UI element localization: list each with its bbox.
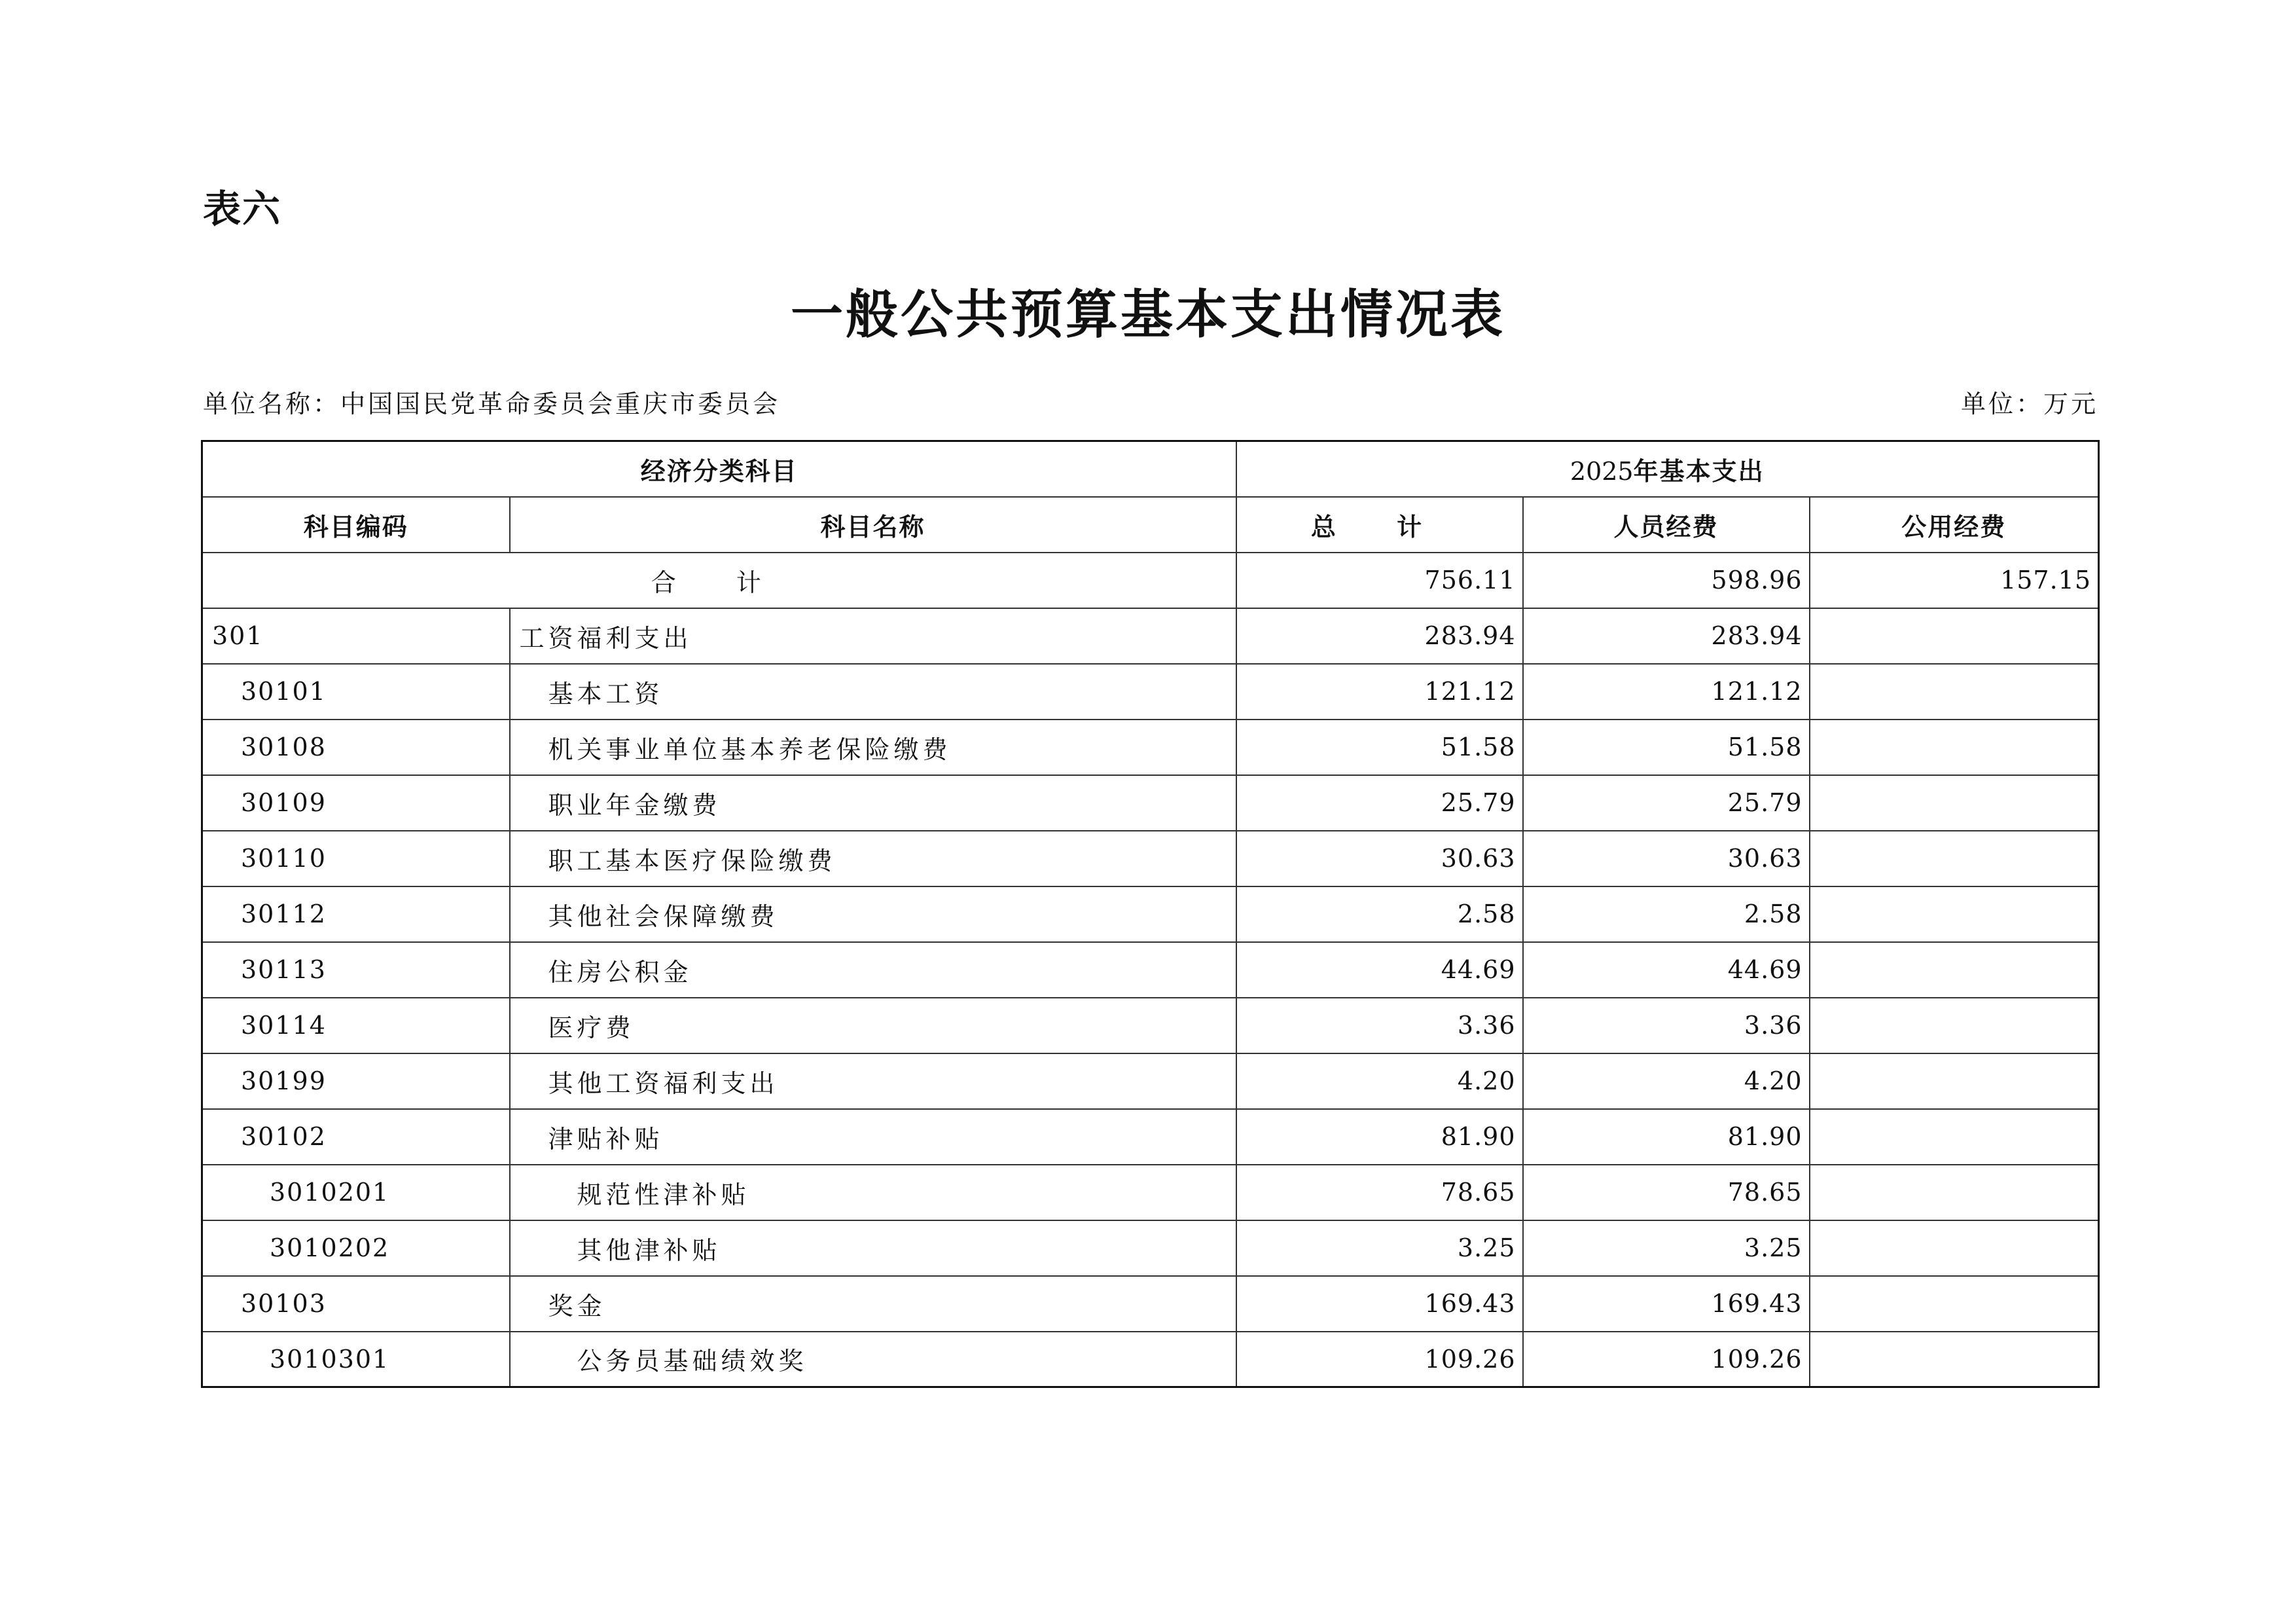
row-public	[1810, 1332, 2099, 1387]
row-code: 30102	[202, 1109, 510, 1165]
row-public	[1810, 608, 2099, 664]
row-total: 81.90	[1236, 1109, 1523, 1165]
row-total: 3.36	[1236, 998, 1523, 1053]
row-public	[1810, 1276, 2099, 1332]
row-code: 30109	[202, 775, 510, 831]
header-code: 科目编码	[202, 497, 510, 553]
row-total: 44.69	[1236, 942, 1523, 998]
row-personnel: 51.58	[1523, 720, 1810, 775]
row-name: 住房公积金	[510, 942, 1236, 998]
row-name: 医疗费	[510, 998, 1236, 1053]
row-public	[1810, 1053, 2099, 1109]
row-personnel: 25.79	[1523, 775, 1810, 831]
row-total: 2.58	[1236, 886, 1523, 942]
currency-unit: 单位：万元	[1960, 390, 2098, 418]
row-code: 3010202	[202, 1220, 510, 1276]
page-title: 一般公共预算基本支出情况表	[791, 283, 1505, 345]
row-name: 工资福利支出	[510, 608, 1236, 664]
row-personnel: 3.36	[1523, 998, 1810, 1053]
table-row	[202, 831, 2099, 886]
row-name: 职业年金缴费	[510, 775, 1236, 831]
header-year	[1236, 441, 2099, 497]
table-row	[202, 1332, 2099, 1387]
row-total: 109.26	[1236, 1332, 1523, 1387]
row-code: 30101	[202, 664, 510, 720]
table-row	[202, 775, 2099, 831]
row-name: 奖金	[510, 1276, 1236, 1332]
row-public	[1810, 1165, 2099, 1220]
total-public: 157.15	[1810, 553, 2099, 608]
row-total: 51.58	[1236, 720, 1523, 775]
row-personnel: 78.65	[1523, 1165, 1810, 1220]
row-name: 职工基本医疗保险缴费	[510, 831, 1236, 886]
header-name: 科目名称	[510, 497, 1236, 553]
row-personnel: 44.69	[1523, 942, 1810, 998]
row-name: 机关事业单位基本养老保险缴费	[510, 720, 1236, 775]
row-name: 公务员基础绩效奖	[510, 1332, 1236, 1387]
row-total: 25.79	[1236, 775, 1523, 831]
row-total: 169.43	[1236, 1276, 1523, 1332]
table-header-row-2	[202, 497, 2099, 553]
row-public	[1810, 720, 2099, 775]
table-row	[202, 886, 2099, 942]
table-header-row-1	[202, 441, 2099, 497]
row-personnel: 169.43	[1523, 1276, 1810, 1332]
row-total: 30.63	[1236, 831, 1523, 886]
table-row	[202, 942, 2099, 998]
header-personnel: 人员经费	[1523, 497, 1810, 553]
table-row	[202, 664, 2099, 720]
row-code: 301	[202, 608, 510, 664]
row-code: 30114	[202, 998, 510, 1053]
row-personnel: 81.90	[1523, 1109, 1810, 1165]
row-code: 30112	[202, 886, 510, 942]
row-total: 121.12	[1236, 664, 1523, 720]
row-code: 30103	[202, 1276, 510, 1332]
header-public: 公用经费	[1810, 497, 2099, 553]
row-public	[1810, 831, 2099, 886]
row-personnel: 3.25	[1523, 1220, 1810, 1276]
row-public	[1810, 942, 2099, 998]
row-name: 其他工资福利支出	[510, 1053, 1236, 1109]
row-public	[1810, 1109, 2099, 1165]
row-code: 30110	[202, 831, 510, 886]
total-row	[202, 553, 2099, 608]
row-name: 其他社会保障缴费	[510, 886, 1236, 942]
row-personnel: 121.12	[1523, 664, 1810, 720]
row-code: 30113	[202, 942, 510, 998]
row-public	[1810, 1220, 2099, 1276]
total-personnel: 598.96	[1523, 553, 1810, 608]
table-row	[202, 720, 2099, 775]
row-code: 3010201	[202, 1165, 510, 1220]
row-personnel: 283.94	[1523, 608, 1810, 664]
header-total: 总 计	[1236, 497, 1523, 553]
row-total: 283.94	[1236, 608, 1523, 664]
header-year-suffix: 年基本支出	[1633, 456, 1765, 486]
row-public	[1810, 886, 2099, 942]
row-total: 3.25	[1236, 1220, 1523, 1276]
row-name: 津贴补贴	[510, 1109, 1236, 1165]
row-name: 基本工资	[510, 664, 1236, 720]
row-code: 3010301	[202, 1332, 510, 1387]
row-name: 规范性津补贴	[510, 1165, 1236, 1220]
header-year-number: 2025	[1570, 456, 1634, 486]
total-sum: 756.11	[1236, 553, 1523, 608]
unit-name: 单位名称：中国国民党革命委员会重庆市委员会	[203, 390, 781, 418]
table-row	[202, 1165, 2099, 1220]
table-row	[202, 608, 2099, 664]
row-personnel: 2.58	[1523, 886, 1810, 942]
budget-table	[201, 440, 2100, 1388]
row-personnel: 109.26	[1523, 1332, 1810, 1387]
row-public	[1810, 664, 2099, 720]
row-total: 78.65	[1236, 1165, 1523, 1220]
row-code: 30199	[202, 1053, 510, 1109]
table-row	[202, 1220, 2099, 1276]
row-public	[1810, 998, 2099, 1053]
table-row	[202, 998, 2099, 1053]
row-total: 4.20	[1236, 1053, 1523, 1109]
total-label: 合 计	[202, 553, 1236, 608]
table-row	[202, 1276, 2099, 1332]
row-name: 其他津补贴	[510, 1220, 1236, 1276]
table-row	[202, 1053, 2099, 1109]
row-public	[1810, 775, 2099, 831]
header-category: 经济分类科目	[202, 441, 1236, 497]
row-code: 30108	[202, 720, 510, 775]
document-label: 表六	[203, 187, 282, 231]
table-row	[202, 1109, 2099, 1165]
row-personnel: 30.63	[1523, 831, 1810, 886]
row-personnel: 4.20	[1523, 1053, 1810, 1109]
